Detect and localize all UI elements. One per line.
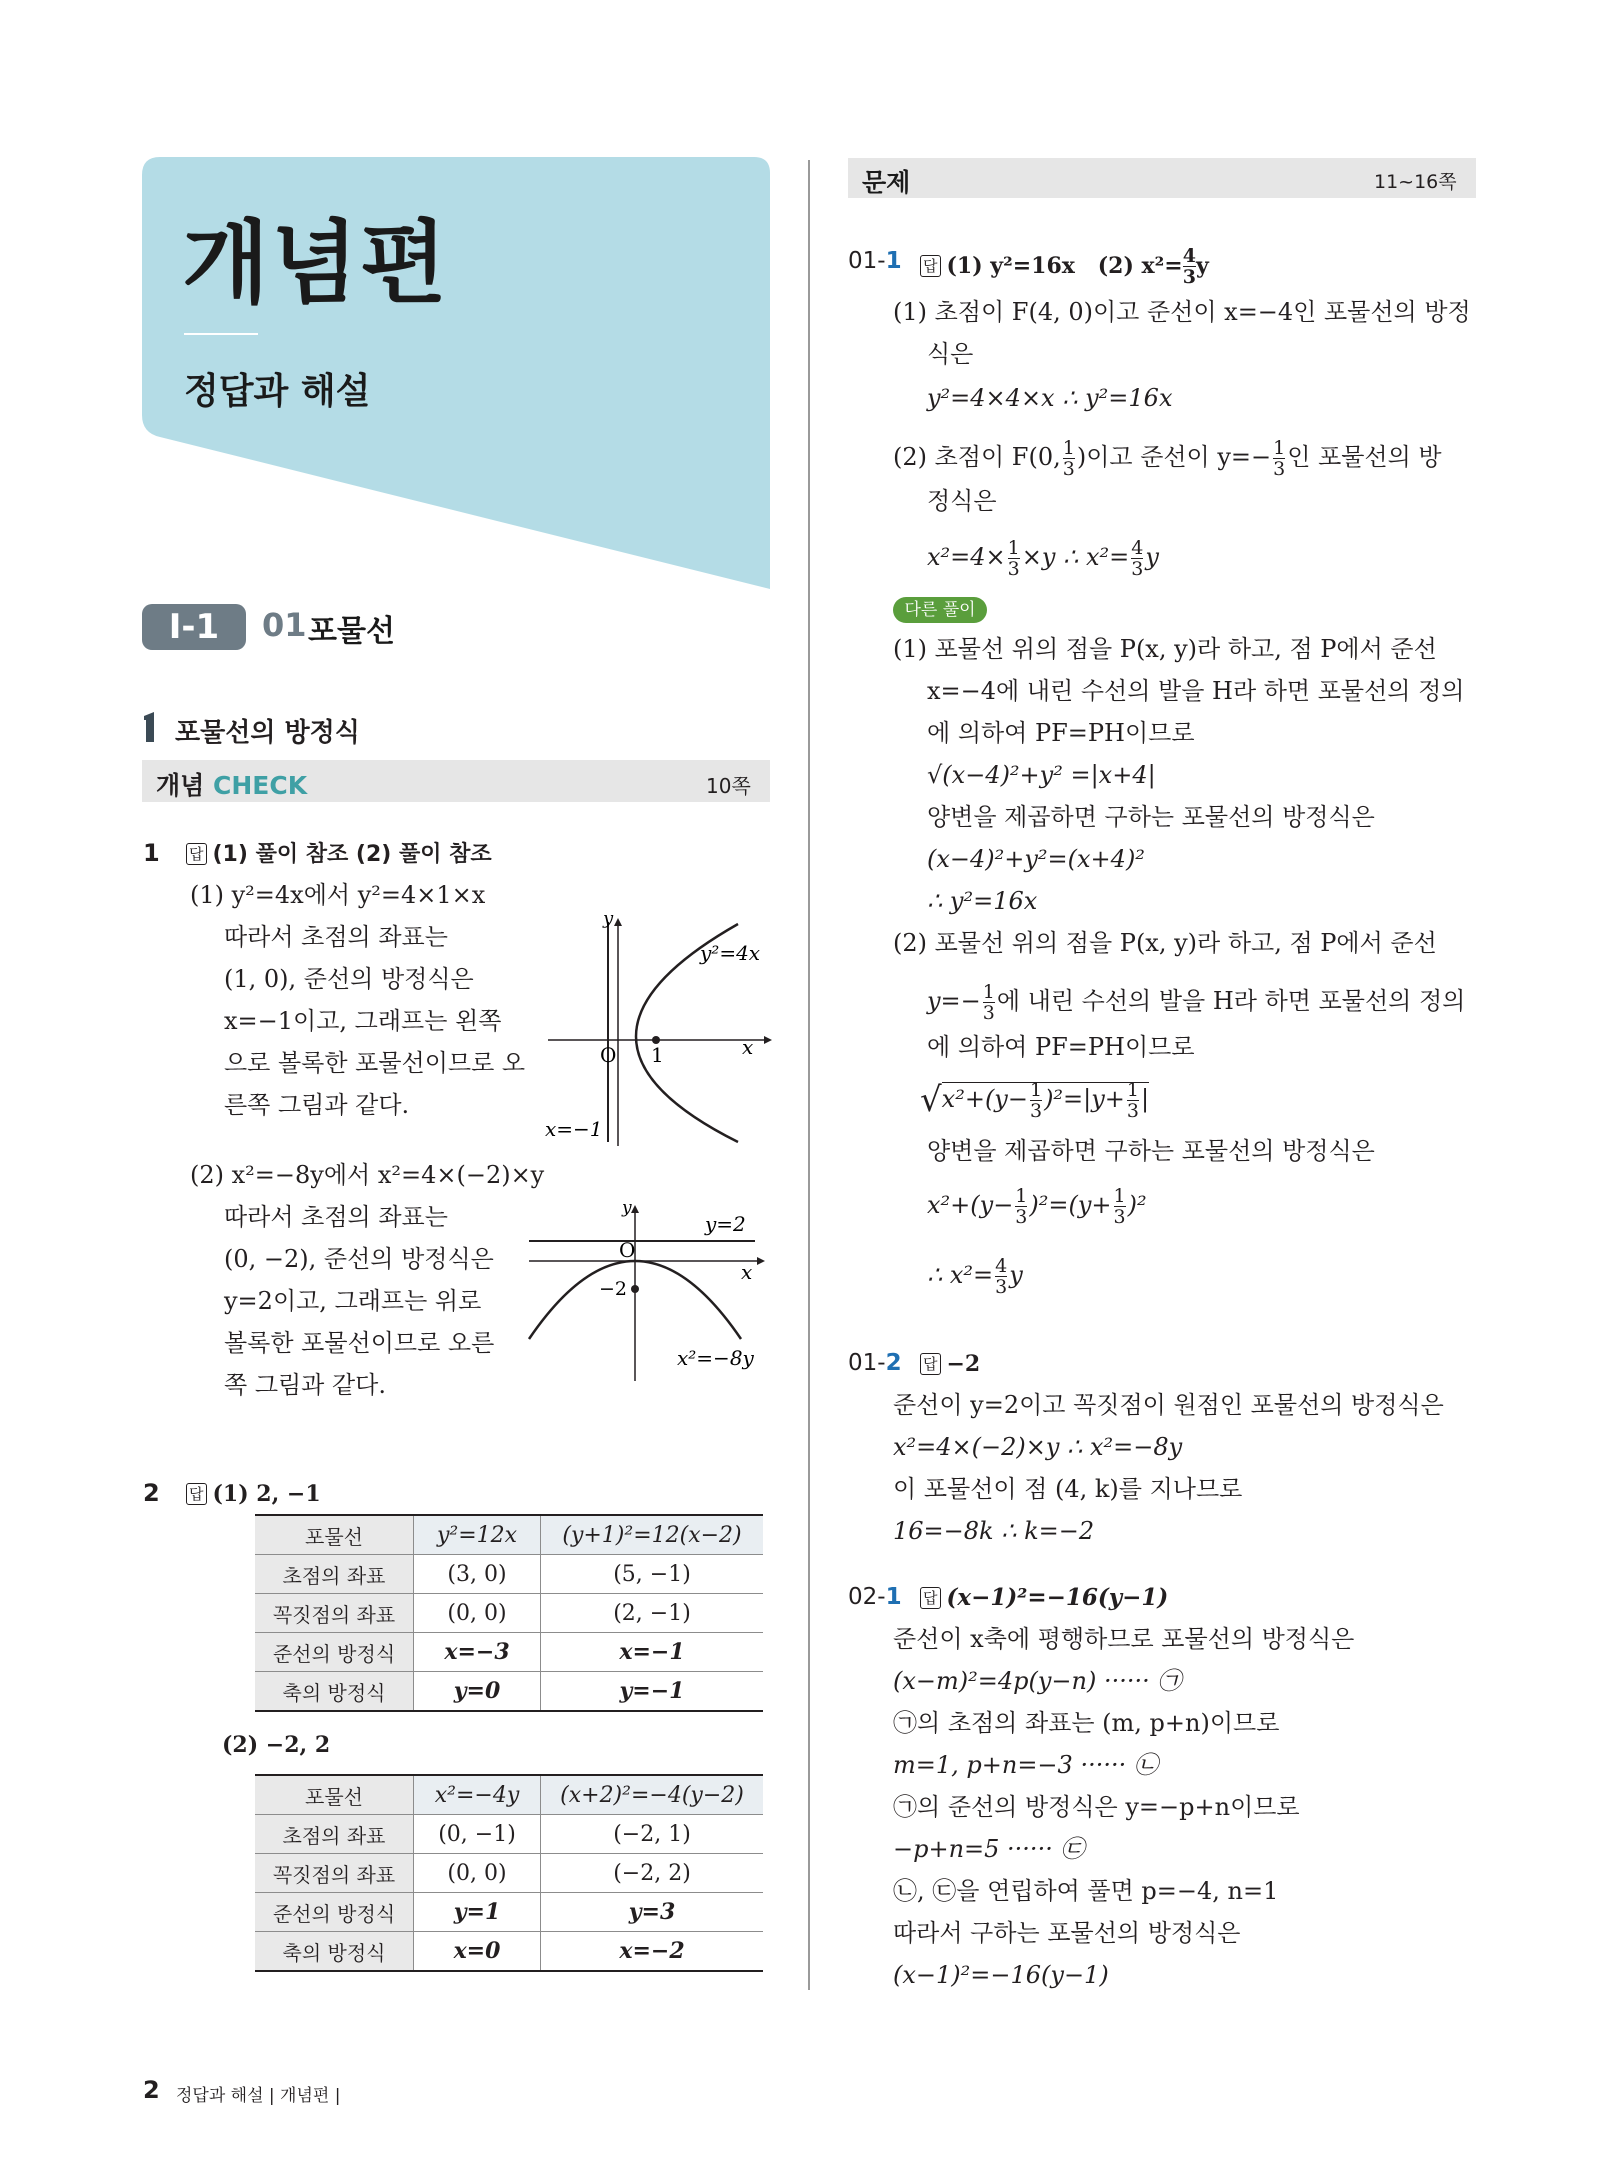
banner-divider [184, 333, 258, 335]
solution-line: x²=4×(−2)×y ∴ x²=−8y [893, 1433, 1183, 1461]
solution-line: 에 의하여 PF=PH이므로 [927, 1033, 1195, 1061]
solution-line: y²=4×4×x ∴ y²=16x [927, 384, 1173, 412]
answer-line: (2) −2, 2 [222, 1732, 331, 1758]
problems-page: 11~16쪽 [1374, 171, 1457, 193]
footer-text: 정답과 해설 | 개념편 | [176, 2086, 341, 2106]
y-axis-label: y [603, 910, 614, 929]
solution-line: −p+n=5 ······ ㉢ [893, 1835, 1085, 1863]
chapter-title: 포물선 [308, 614, 395, 649]
solution-line: √(x−4)²+y² =|x+4| [927, 761, 1156, 789]
y-axis-arrow-icon [614, 918, 622, 926]
solution-line: 양변을 제곱하면 구하는 포물선의 방정식은 [927, 803, 1375, 831]
answer-icon: 답 [186, 843, 207, 865]
tick-label: −2 [599, 1278, 628, 1300]
solution-line: ㉠의 준선의 방정식은 y=−p+n이므로 [893, 1793, 1300, 1821]
solution-line: (1, 0), 준선의 방정식은 [224, 965, 474, 993]
origin-label: O [600, 1043, 617, 1067]
x-axis-arrow-icon [757, 1257, 765, 1265]
solution-line: 정식은 [927, 487, 997, 515]
answer-icon: 답 [920, 1587, 941, 1609]
concept-check-page: 10쪽 [706, 774, 751, 798]
problem-number: 01-1 [848, 248, 902, 274]
solution-line: 따라서 초점의 좌표는 [224, 1203, 448, 1231]
solution-line: (1) 초점이 F(4, 0)이고 준선이 x=−4인 포물선의 방정 [893, 298, 1471, 326]
y-axis-arrow-icon [631, 1205, 639, 1213]
solution-line: 따라서 초점의 좌표는 [224, 923, 448, 951]
concept-check-label: 개념 CHECK [156, 771, 308, 800]
solution-line: (x−4)²+y²=(x+4)² [927, 845, 1145, 873]
solution-line: ㉡, ㉢을 연립하여 풀면 p=−4, n=1 [893, 1877, 1279, 1905]
answer-line: 답 (1) y²=16x (2) x²= $\frac{4}{3}$ y [920, 246, 1209, 287]
solution-line: 에 의하여 PF=PH이므로 [927, 719, 1195, 747]
curve-label: x²=−8y [677, 1346, 754, 1370]
question-number: 1 [143, 839, 160, 867]
alternative-solution-badge: 다른 풀이 [893, 597, 987, 623]
solution-line: (0, −2), 준선의 방정식은 [224, 1245, 494, 1273]
solution-line: (2) 초점이 F(0, $\frac{1}{3}$ )이고 준선이 y=− $\frac{1}{3}$ 인 포물선의 방 [893, 437, 1442, 480]
origin-label: O [619, 1238, 636, 1262]
problems-label: 문제 [862, 168, 911, 197]
table-row: 준선의 방정식 x=−3 x=−1 [255, 1633, 763, 1672]
table-row: 포물선 x²=−4y (x+2)²=−4(y−2) [255, 1775, 763, 1815]
solution-line: (x−1)²=−16(y−1) [893, 1961, 1109, 1989]
solution-line: 16=−8k ∴ k=−2 [893, 1517, 1095, 1545]
answer-icon: 답 [920, 255, 941, 277]
y-axis-label: y [622, 1198, 632, 1218]
solution-line: (2) 포물선 위의 점을 P(x, y)라 하고, 점 P에서 준선 [893, 929, 1437, 957]
solution-line: (2) x²=−8y에서 x²=4×(−2)×y [190, 1161, 545, 1189]
solution-line: y=− $\frac{1}{3}$ 에 내린 수선의 발을 H라 하면 포물선의 정의 [927, 981, 1466, 1024]
solution-line: (1) 포물선 위의 점을 P(x, y)라 하고, 점 P에서 준선 [893, 635, 1437, 663]
x-axis-arrow-icon [764, 1036, 772, 1044]
directrix-label: y=2 [705, 1212, 746, 1236]
solution-line: 준선이 y=2이고 꼭짓점이 원점인 포물선의 방정식은 [893, 1391, 1444, 1419]
solution-line: (x−m)²=4p(y−n) ······ ㉠ [893, 1667, 1182, 1695]
answer-icon: 답 [186, 1483, 207, 1505]
page-number: 2 [143, 2076, 160, 2104]
solution-line: x=−4에 내린 수선의 발을 H라 하면 포물선의 정의 [927, 677, 1465, 705]
problem-number: 01-2 [848, 1350, 902, 1376]
parabola-table-2 [255, 1774, 763, 1972]
page-title: 개념편 [182, 211, 449, 316]
x-axis-label: x [742, 1035, 754, 1059]
solution-line: 식은 [927, 340, 974, 368]
answer-line: 답 (x−1)²=−16(y−1) [920, 1582, 1168, 1613]
solution-line: m=1, p+n=−3 ······ ㉡ [893, 1751, 1158, 1779]
table-row: 축의 방정식 x=0 x=−2 [255, 1932, 763, 1972]
chapter-code-badge: Ⅰ-1 [142, 604, 246, 650]
solution-line: 준선이 x축에 평행하므로 포물선의 방정식은 [893, 1625, 1355, 1653]
solution-line: 볼록한 포물선이므로 오른 [224, 1329, 495, 1357]
table-row: 꼭짓점의 좌표 (0, 0) (−2, 2) [255, 1854, 763, 1893]
solution-line: 이 포물선이 점 (4, k)를 지나므로 [893, 1475, 1243, 1503]
solution-line: ∴ y²=16x [927, 887, 1038, 915]
problem-number: 02-1 [848, 1584, 902, 1610]
solution-line: (1) y²=4x에서 y²=4×1×x [190, 881, 486, 909]
solution-line: 른쪽 그림과 같다. [224, 1091, 410, 1119]
parabola-graph-2 [525, 1195, 775, 1385]
table-row: 초점의 좌표 (3, 0) (5, −1) [255, 1555, 763, 1594]
section-mark-icon [142, 712, 160, 742]
section-title: 포물선의 방정식 [175, 718, 360, 748]
tick-label: 1 [651, 1043, 664, 1067]
answer-line: 답 −2 [920, 1348, 980, 1379]
curve-label: y²=4x [700, 941, 761, 965]
page-subtitle: 정답과 해설 [184, 371, 371, 412]
table-row: 준선의 방정식 y=1 y=3 [255, 1893, 763, 1932]
table-row: 꼭짓점의 좌표 (0, 0) (2, −1) [255, 1594, 763, 1633]
directrix-label: x=−1 [545, 1117, 603, 1141]
question-number: 2 [143, 1479, 160, 1507]
answer-icon: 답 [920, 1353, 941, 1375]
solution-line: ∴ x²= $\frac{4}{3}$ y [927, 1255, 1023, 1298]
solution-line: ㉠의 초점의 좌표는 (m, p+n)이므로 [893, 1709, 1280, 1737]
parabola-table-1 [255, 1514, 763, 1712]
answer-line: 답 (1) 풀이 참조 (2) 풀이 참조 [186, 838, 492, 870]
solution-line: y=2이고, 그래프는 위로 [224, 1287, 482, 1315]
column-divider [808, 160, 810, 1990]
solution-line: √x²+(y− $\frac{1}{3}$ )²=|y+ $\frac{1}{3}$ | [920, 1079, 1150, 1122]
solution-line: x=−1이고, 그래프는 왼쪽 [224, 1007, 502, 1035]
answer-line: 답 (1) 2, −1 [186, 1478, 321, 1509]
solution-line: x²+(y− $\frac{1}{3}$ )²=(y+ $\frac{1}{3}$ )² [927, 1185, 1147, 1228]
solution-line: 쪽 그림과 같다. [224, 1371, 386, 1399]
solution-line: 양변을 제곱하면 구하는 포물선의 방정식은 [927, 1137, 1375, 1165]
table-row: 초점의 좌표 (0, −1) (−2, 1) [255, 1815, 763, 1854]
parabola-graph-1 [540, 910, 780, 1150]
solution-line: 으로 볼록한 포물선이므로 오 [224, 1049, 526, 1077]
x-axis-label: x [741, 1260, 753, 1284]
table-row: 축의 방정식 y=0 y=−1 [255, 1672, 763, 1712]
table-row: 포물선 y²=12x (y+1)²=12(x−2) [255, 1515, 763, 1555]
solution-line: x²=4× $\frac{1}{3}$ ×y ∴ x²= $\frac{4}{3}$ y [927, 537, 1159, 580]
solution-line: 따라서 구하는 포물선의 방정식은 [893, 1919, 1241, 1947]
chapter-number: 01 [262, 606, 307, 644]
